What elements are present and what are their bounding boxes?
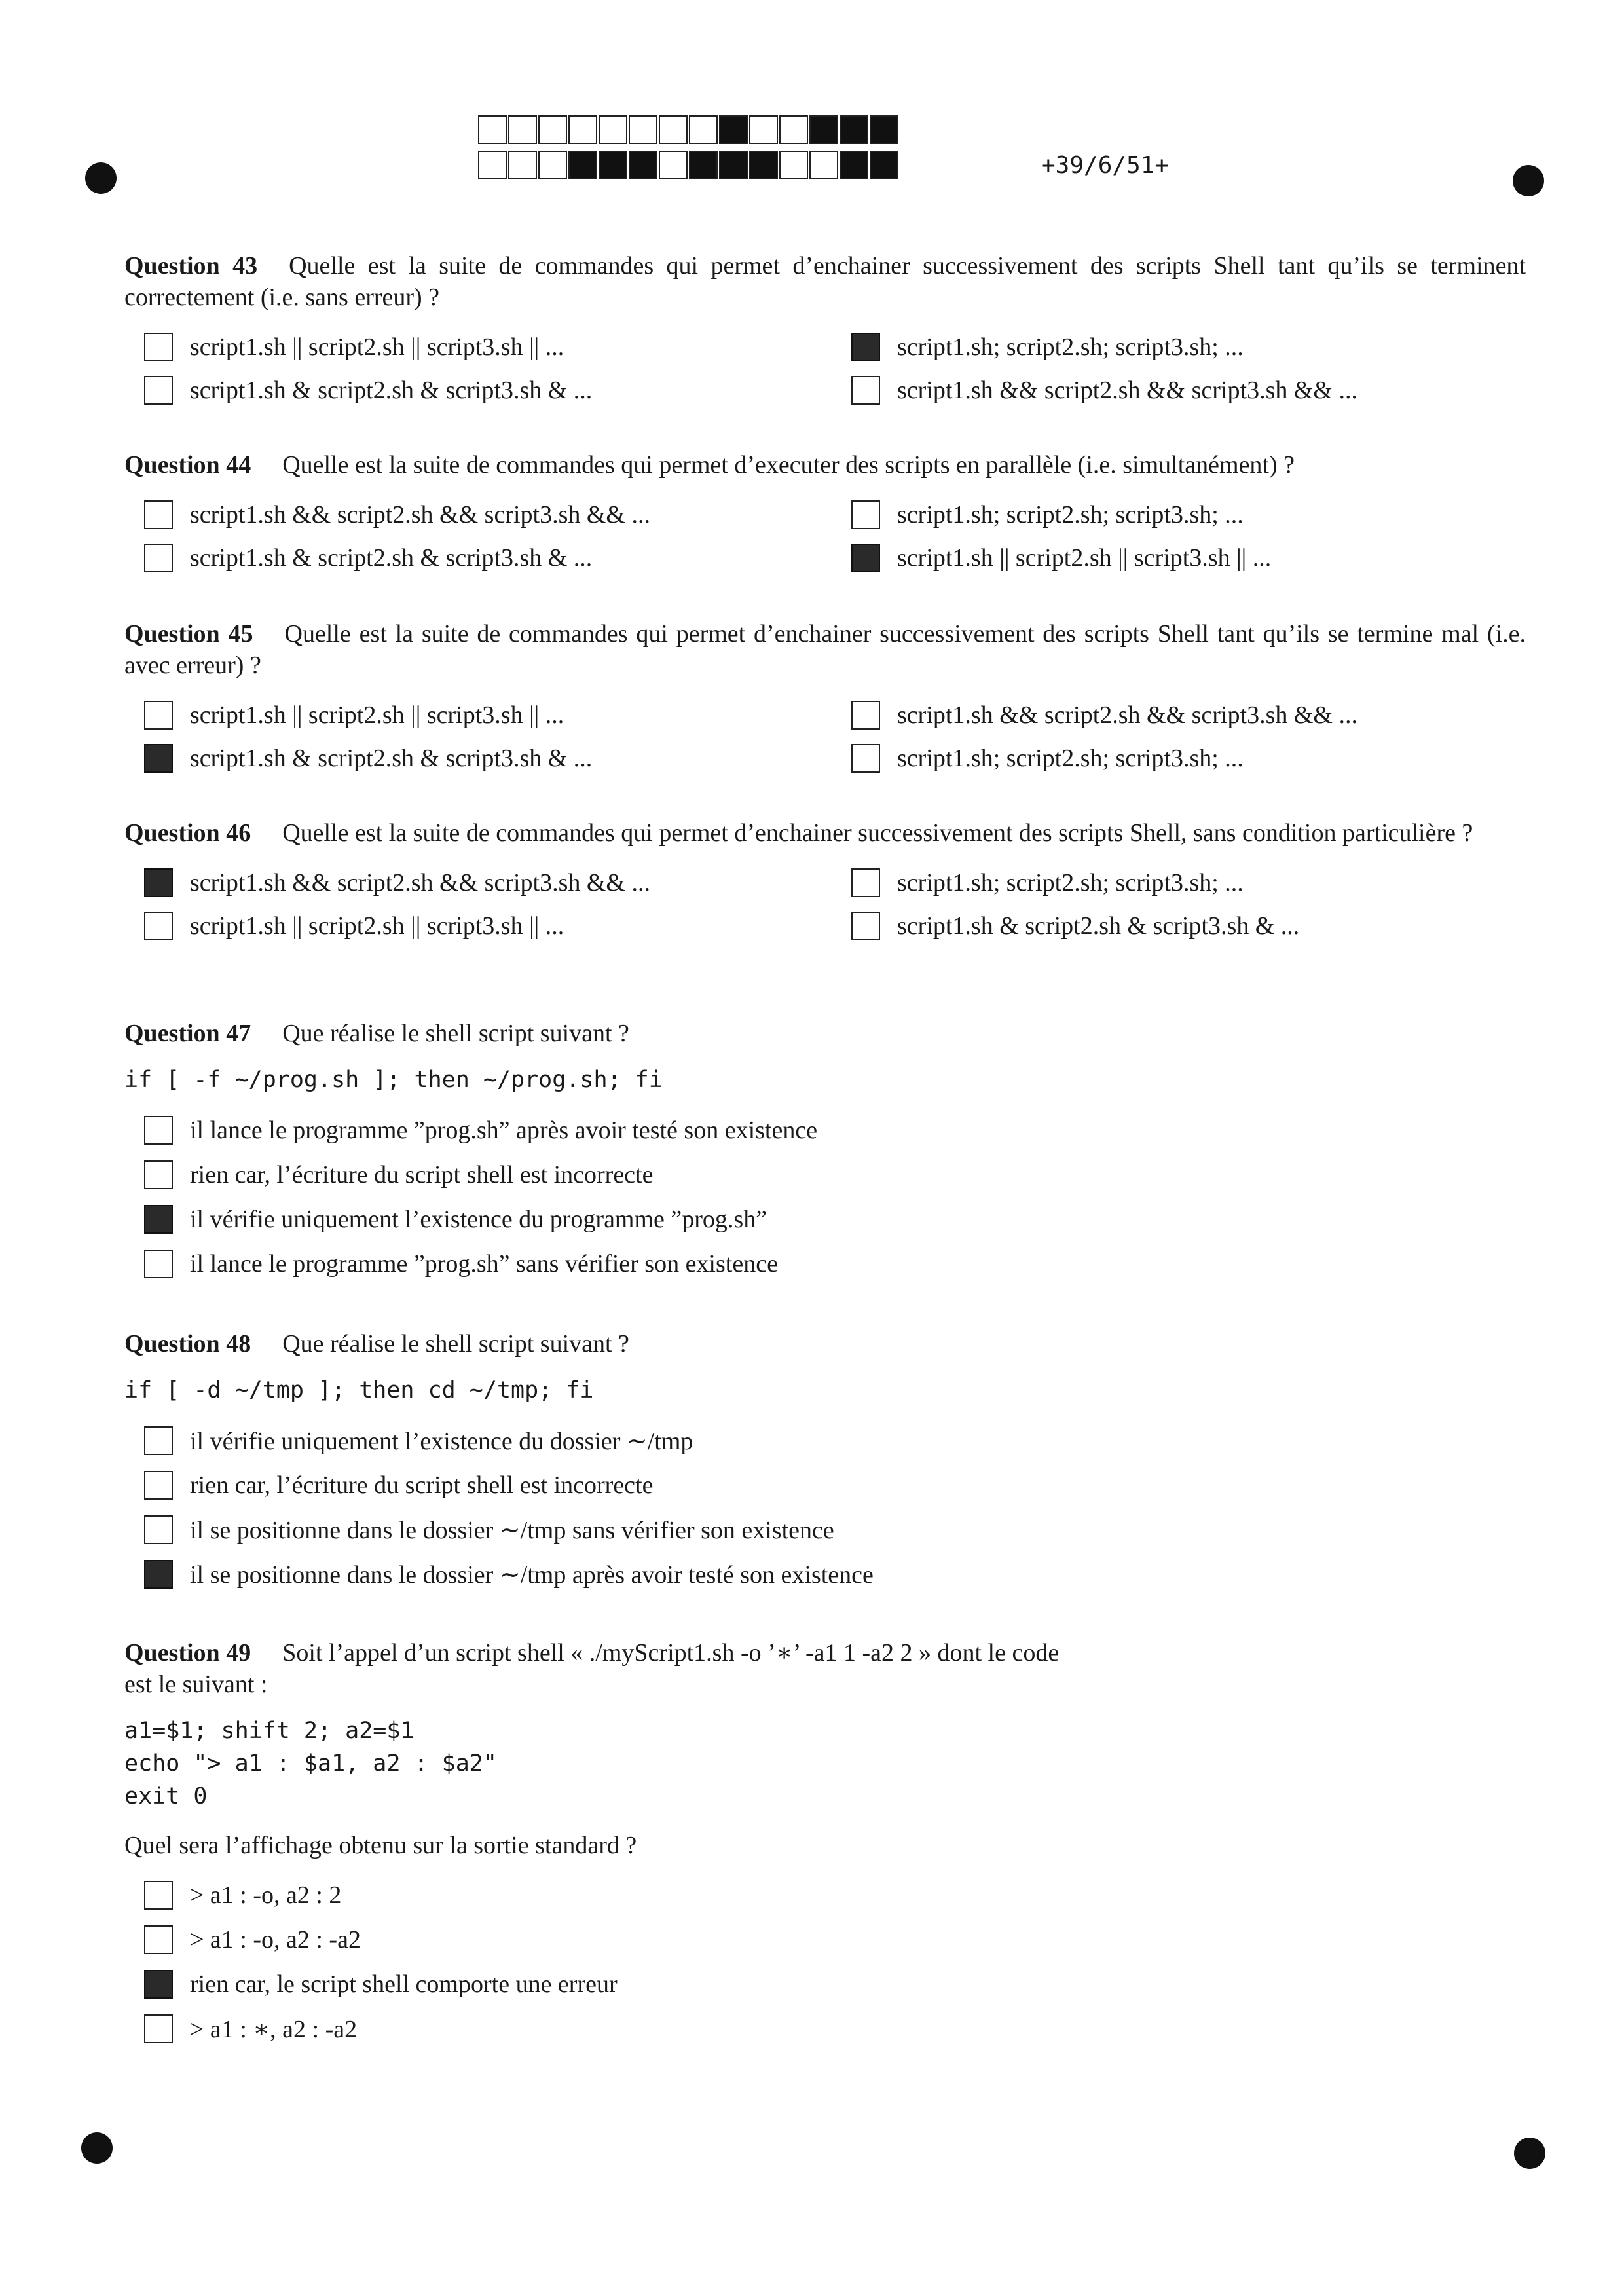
answer-checkbox[interactable]	[144, 868, 173, 897]
answer-option[interactable]	[144, 1969, 1080, 2000]
question-text: Quelle est la suite de commandes qui permet d’enchainer successivement des scripts Shell tant qu’ils se terminent correctement (i.e. sans erreur) ?	[124, 252, 1526, 311]
page-barcode	[478, 115, 900, 186]
question-label: Question 45	[124, 620, 253, 648]
answer-text: script1.sh; script2.sh; script3.sh; ...	[897, 869, 1244, 897]
answer-checkbox[interactable]	[144, 2014, 173, 2043]
answer-option[interactable]	[144, 375, 851, 406]
barcode-cell	[568, 151, 597, 179]
question-text: Que réalise le shell script suivant ?	[282, 1330, 629, 1358]
barcode-cell	[809, 115, 838, 144]
answer-checkbox[interactable]	[851, 701, 880, 730]
answer-text: script1.sh && script2.sh && script3.sh && ...	[897, 377, 1357, 404]
barcode-cell	[719, 115, 748, 144]
answer-text: script1.sh; script2.sh; script3.sh; ...	[897, 333, 1244, 361]
answer-checkbox[interactable]	[851, 744, 880, 773]
answer-checkbox[interactable]	[144, 1471, 173, 1500]
barcode-cell	[719, 151, 748, 179]
question-47	[124, 1018, 1526, 1280]
answer-text: script1.sh & script2.sh & script3.sh & ...	[190, 544, 593, 572]
question-followup: Quel sera l’affichage obtenu sur la sortie standard ?	[124, 1832, 637, 1859]
code-snippet: if [ -f ~/prog.sh ]; then ~/prog.sh; fi	[124, 1067, 663, 1093]
answer-text: script1.sh & script2.sh & script3.sh & ...	[190, 377, 593, 404]
question-label: Question 43	[124, 252, 258, 280]
question-header	[124, 250, 1526, 313]
answer-option[interactable]	[144, 867, 851, 898]
question-45	[124, 618, 1526, 774]
answer-checkbox[interactable]	[851, 333, 880, 361]
answer-option[interactable]	[851, 375, 1532, 406]
answer-options	[124, 499, 1526, 574]
answer-text: il lance le programme ”prog.sh” après avoir testé son existence	[190, 1117, 818, 1144]
code-snippet: a1=$1; shift 2; a2=$1 echo "> a1 : $a1, a2 : $a2" exit 0	[124, 1718, 497, 1809]
answer-option[interactable]	[144, 1115, 1526, 1146]
answer-text: script1.sh || script2.sh || script3.sh || ...	[897, 544, 1272, 572]
question-header	[124, 817, 1526, 849]
question-48	[124, 1328, 1526, 1590]
answer-option[interactable]	[144, 1159, 1526, 1191]
barcode-cell	[538, 151, 567, 179]
barcode-cell	[870, 115, 898, 144]
answer-text: script1.sh || script2.sh || script3.sh || ...	[190, 701, 564, 729]
barcode-cell	[749, 151, 778, 179]
answer-options	[124, 1879, 1080, 2045]
barcode-cell	[840, 115, 868, 144]
answer-option[interactable]	[144, 1879, 1080, 1911]
question-label: Question 47	[124, 1020, 251, 1047]
answer-text: script1.sh && script2.sh && script3.sh && ...	[897, 701, 1357, 729]
barcode-cell	[689, 151, 718, 179]
question-label: Question 44	[124, 451, 251, 479]
barcode-row	[478, 115, 900, 144]
question-49	[124, 1637, 1080, 2045]
answer-text: rien car, l’écriture du script shell est incorrecte	[190, 1472, 654, 1499]
answer-checkbox[interactable]	[144, 1116, 173, 1145]
answer-option[interactable]	[144, 542, 851, 574]
answer-checkbox[interactable]	[144, 1560, 173, 1589]
barcode-cell	[629, 151, 657, 179]
question-46	[124, 817, 1526, 942]
answer-option[interactable]	[144, 1248, 1526, 1280]
answer-option[interactable]	[851, 910, 1532, 942]
registration-mark-top-right	[1513, 165, 1544, 196]
answer-option[interactable]	[144, 699, 851, 731]
barcode-cell	[629, 115, 657, 144]
question-label: Question 48	[124, 1330, 251, 1358]
barcode-cell	[870, 151, 898, 179]
barcode-cell	[749, 115, 778, 144]
answer-checkbox[interactable]	[144, 333, 173, 361]
answer-text: script1.sh; script2.sh; script3.sh; ...	[897, 501, 1244, 528]
barcode-cell	[779, 115, 808, 144]
barcode-cell	[599, 151, 627, 179]
barcode-cell	[779, 151, 808, 179]
answer-option[interactable]	[851, 499, 1532, 530]
barcode-row	[478, 151, 900, 179]
barcode-cell	[809, 151, 838, 179]
answer-checkbox[interactable]	[851, 544, 880, 572]
answer-checkbox[interactable]	[851, 500, 880, 529]
answer-checkbox[interactable]	[851, 868, 880, 897]
answer-text: script1.sh & script2.sh & script3.sh & ...	[897, 912, 1300, 940]
answer-option[interactable]	[144, 910, 851, 942]
answer-text: script1.sh || script2.sh || script3.sh || ...	[190, 912, 564, 940]
answer-option[interactable]	[144, 499, 851, 530]
answer-checkbox[interactable]	[144, 1515, 173, 1544]
barcode-cell	[659, 151, 688, 179]
answer-checkbox[interactable]	[144, 912, 173, 940]
answer-option[interactable]	[851, 331, 1532, 363]
answer-option[interactable]	[144, 1514, 1526, 1546]
answer-checkbox[interactable]	[144, 1426, 173, 1455]
answer-text: script1.sh && script2.sh && script3.sh && ...	[190, 869, 650, 897]
answer-text: il vérifie uniquement l’existence du programme ”prog.sh”	[190, 1206, 767, 1233]
answer-option[interactable]	[851, 542, 1532, 574]
answer-checkbox[interactable]	[144, 1881, 173, 1910]
question-text: Quelle est la suite de commandes qui permet d’enchainer successivement des scripts Shell, sans condition particulière ?	[282, 819, 1473, 847]
question-44	[124, 449, 1526, 574]
barcode-cell	[478, 115, 507, 144]
answer-text: il se positionne dans le dossier ∼/tmp sans vérifier son existence	[190, 1516, 834, 1544]
answer-text: il lance le programme ”prog.sh” sans vérifier son existence	[190, 1250, 778, 1278]
barcode-cell	[599, 115, 627, 144]
question-header	[124, 618, 1526, 681]
answer-options	[124, 1115, 1526, 1280]
question-label: Question 49	[124, 1639, 251, 1667]
answer-checkbox[interactable]	[144, 744, 173, 773]
question-text: Que réalise le shell script suivant ?	[282, 1020, 629, 1047]
barcode-cell	[689, 115, 718, 144]
answer-text: script1.sh || script2.sh || script3.sh || ...	[190, 333, 564, 361]
answer-option[interactable]	[144, 1924, 1080, 1955]
answer-option[interactable]	[144, 743, 851, 774]
question-43	[124, 250, 1526, 406]
question-header	[124, 1637, 1080, 1700]
answer-text: script1.sh; script2.sh; script3.sh; ...	[897, 745, 1244, 772]
answer-checkbox[interactable]	[144, 1925, 173, 1954]
answer-checkbox[interactable]	[144, 1205, 173, 1234]
answer-checkbox[interactable]	[144, 376, 173, 405]
question-label: Question 46	[124, 819, 251, 847]
answer-text: > a1 : -o, a2 : 2	[190, 1881, 342, 1909]
answer-option[interactable]	[144, 1559, 1526, 1590]
answer-option[interactable]	[144, 2013, 1080, 2045]
answer-checkbox[interactable]	[851, 912, 880, 940]
answer-option[interactable]	[851, 867, 1532, 898]
question-text: Soit l’appel d’un script shell « ./myScript1.sh -o ’∗’ -a1 1 -a2 2 » dont le code est le suivant :	[124, 1639, 1060, 1698]
answer-option[interactable]	[851, 743, 1532, 774]
answer-option[interactable]	[144, 331, 851, 363]
barcode-cell	[840, 151, 868, 179]
question-header	[124, 449, 1526, 481]
question-header	[124, 1018, 1526, 1049]
registration-mark-top-left	[85, 162, 117, 194]
answer-options	[124, 867, 1526, 942]
barcode-cell	[508, 151, 537, 179]
answer-text: il se positionne dans le dossier ∼/tmp après avoir testé son existence	[190, 1561, 874, 1589]
answer-text: rien car, l’écriture du script shell est incorrecte	[190, 1161, 654, 1189]
answer-option[interactable]	[144, 1470, 1526, 1501]
answer-checkbox[interactable]	[144, 1250, 173, 1278]
barcode-cell	[478, 151, 507, 179]
answer-text: script1.sh & script2.sh & script3.sh & ...	[190, 745, 593, 772]
barcode-cell	[568, 115, 597, 144]
answer-checkbox[interactable]	[144, 701, 173, 730]
barcode-cell	[659, 115, 688, 144]
registration-mark-bottom-right	[1514, 2138, 1545, 2169]
registration-mark-bottom-left	[81, 2132, 113, 2164]
answer-checkbox[interactable]	[144, 544, 173, 572]
answer-options	[124, 1425, 1526, 1590]
answer-options	[124, 331, 1526, 406]
answer-option[interactable]	[144, 1425, 1526, 1456]
answer-text: > a1 : -o, a2 : -a2	[190, 1926, 361, 1953]
question-text: Quelle est la suite de commandes qui permet d’enchainer successivement des scripts Shell tant qu’ils se termine mal (i.e. avec erreur) ?	[124, 620, 1526, 679]
question-text: Quelle est la suite de commandes qui permet d’executer des scripts en parallèle (i.e. simultanément) ?	[282, 451, 1295, 479]
answer-option[interactable]	[851, 699, 1532, 731]
answer-text: > a1 : ∗, a2 : -a2	[190, 2015, 358, 2043]
answer-text: il vérifie uniquement l’existence du dossier ∼/tmp	[190, 1427, 693, 1455]
answer-checkbox[interactable]	[144, 500, 173, 529]
code-snippet: if [ -d ~/tmp ]; then cd ~/tmp; fi	[124, 1377, 594, 1403]
barcode-cell	[508, 115, 537, 144]
question-header	[124, 1328, 1526, 1360]
answer-checkbox[interactable]	[851, 376, 880, 405]
answer-options	[124, 699, 1526, 774]
answer-option[interactable]	[144, 1204, 1526, 1235]
answer-checkbox[interactable]	[144, 1160, 173, 1189]
answer-text: rien car, le script shell comporte une erreur	[190, 1971, 618, 1998]
answer-text: script1.sh && script2.sh && script3.sh && ...	[190, 501, 650, 528]
answer-checkbox[interactable]	[144, 1970, 173, 1999]
page-code: +39/6/51+	[1041, 152, 1170, 179]
barcode-cell	[538, 115, 567, 144]
